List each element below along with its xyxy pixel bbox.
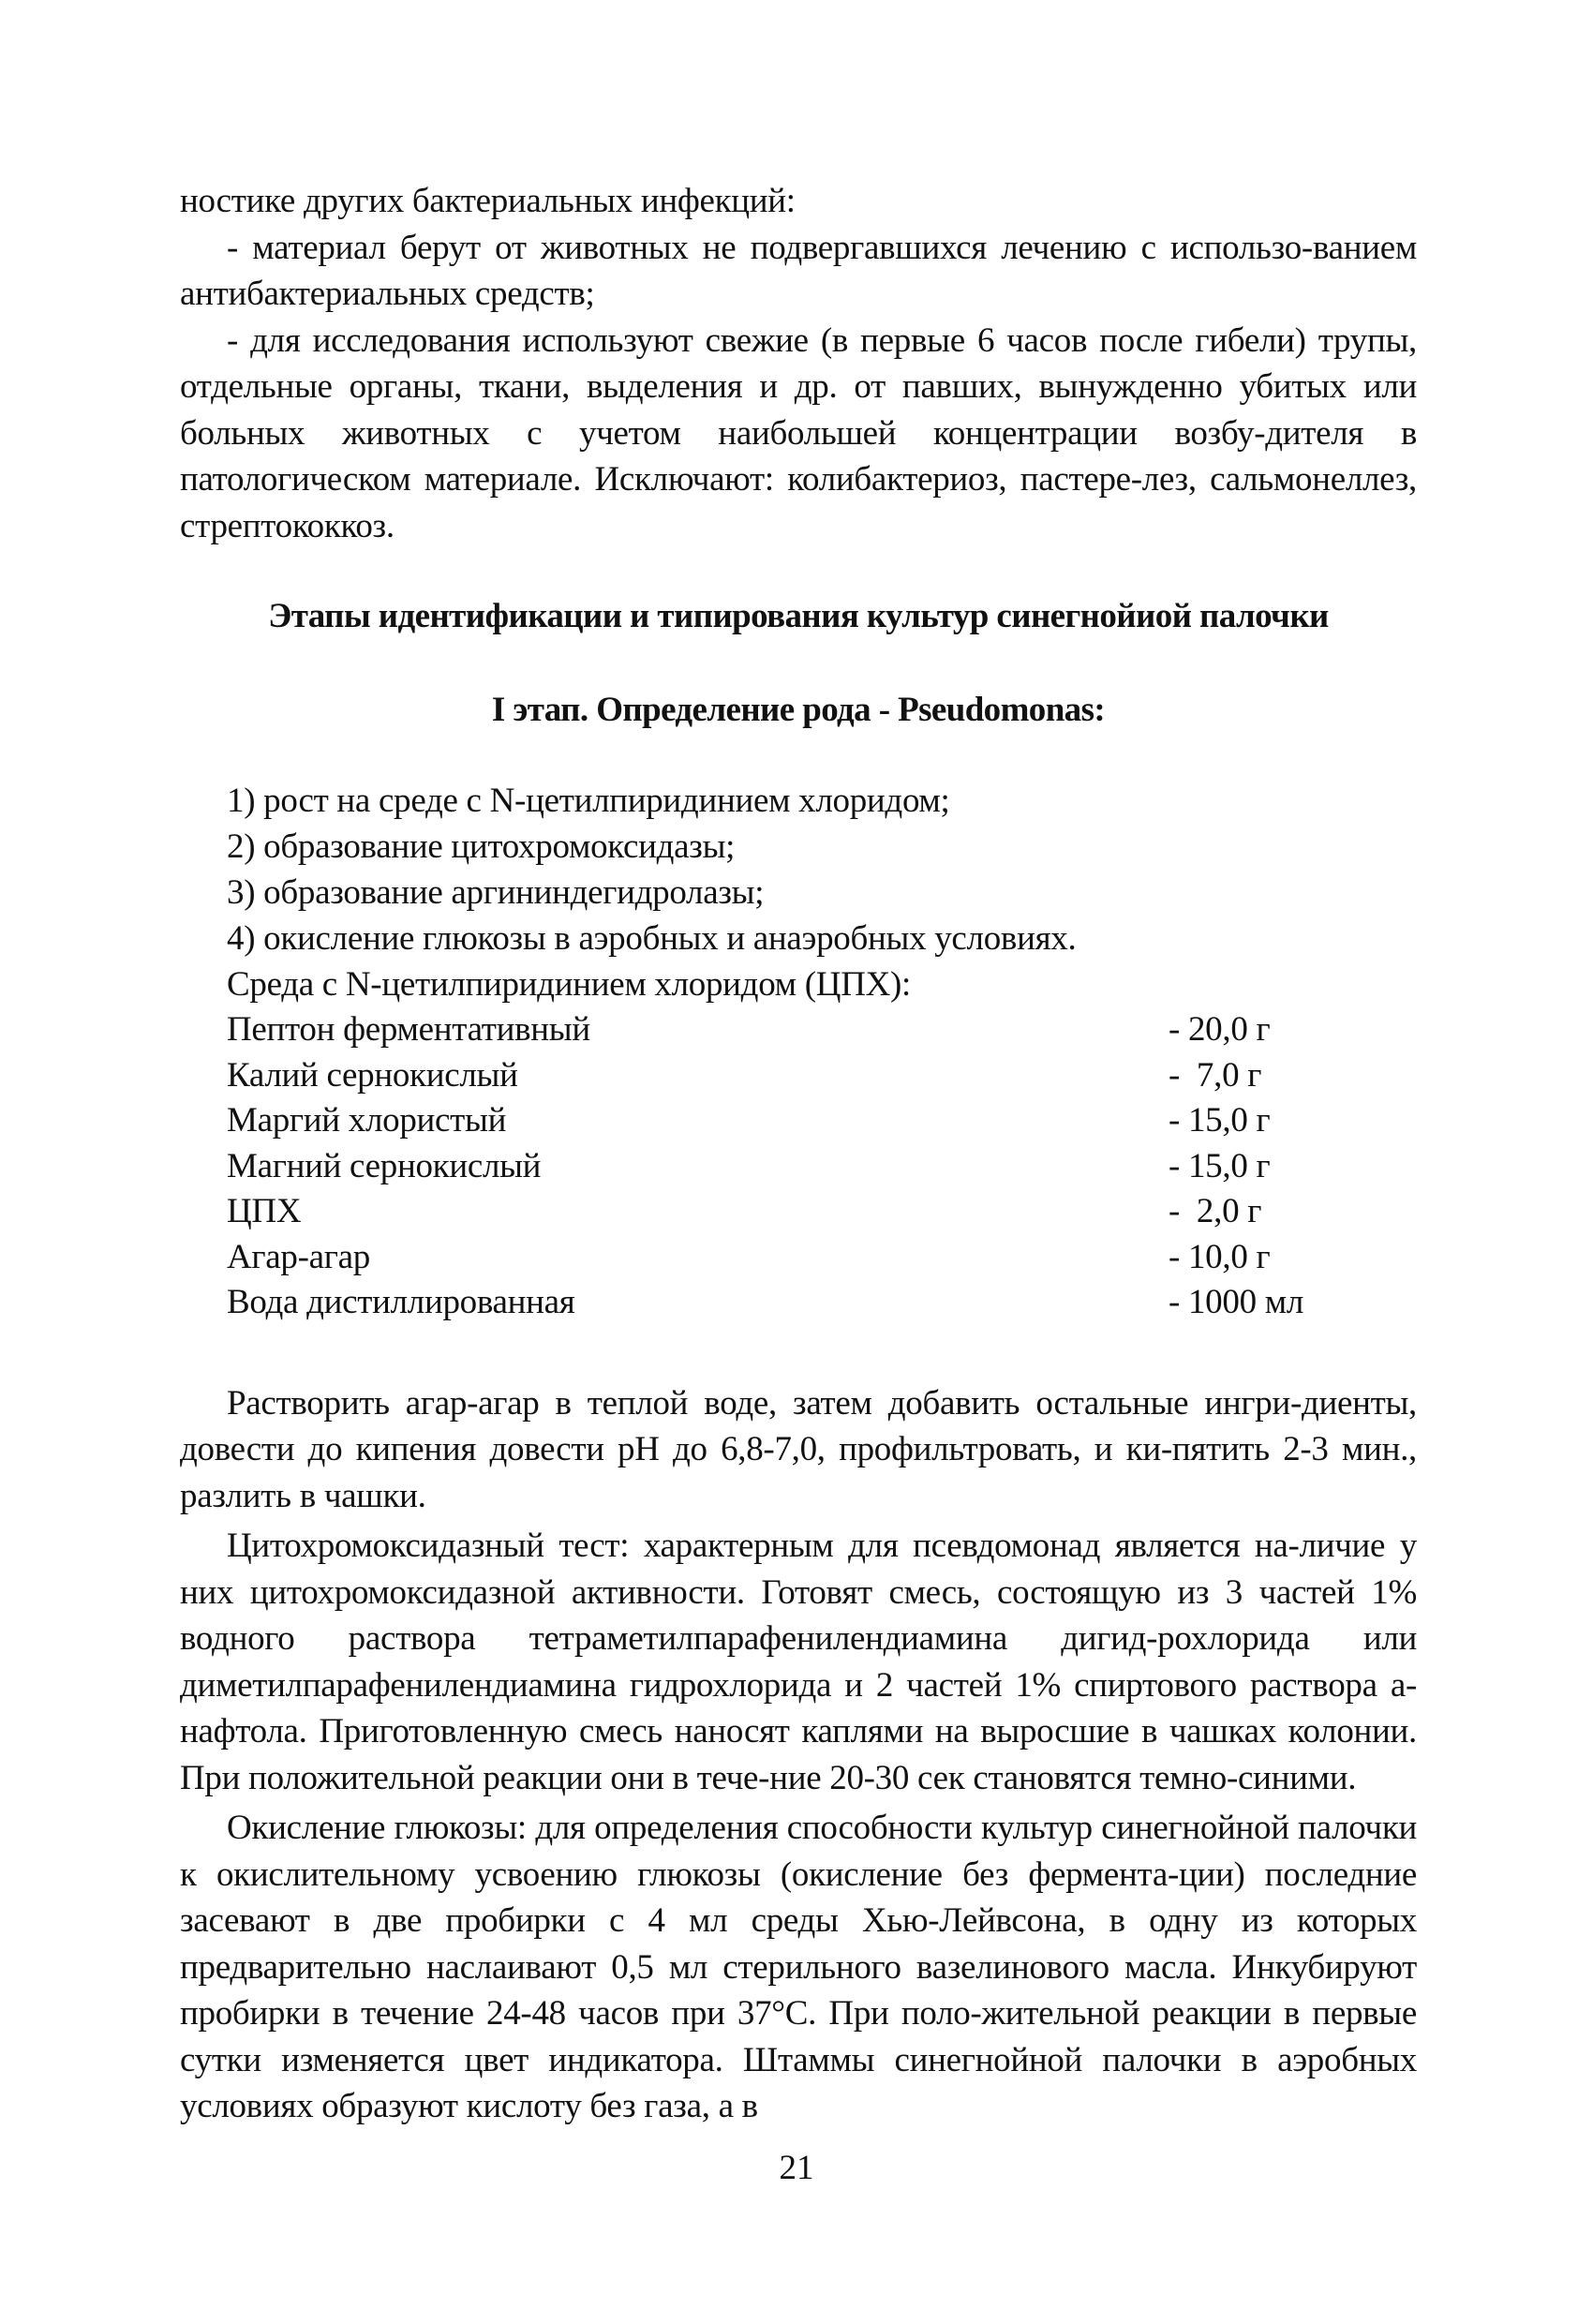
list-item: 3) образование аргининдегидролазы;	[227, 873, 765, 912]
recipe-amount: - 10,0 г	[1169, 1237, 1271, 1276]
preparation-paragraph: Растворить агар-агар в теплой воде, затем добавить остальные ингри-диенты, довести до кипения довести рН до 6,8-7,0, профильтровать, и ки-пятить 2-3 мин., разлить в чашки.	[180, 1383, 1417, 1515]
glucose-oxidation-paragraph: Окисление глюкозы: для определения способности культур синегнойной палочки к окислительному усвоению глюкозы (окисление без фермента-ции) последние засевают в две пробирки с 4 мл среды Хью-Лейвсона, в одну из которых предварительно наслаивают 0,5 мл стерильного вазелинового масла. Инкубируют пробирки в течение 24-48 часов при 37°С. При поло-жительной реакции в первые сутки изменяется цвет индикатора. Штаммы синегнойной палочки в аэробных условиях образуют кислоту без газа, а в	[180, 1809, 1417, 2125]
recipe-row	[227, 1007, 1318, 1053]
intro-line-1: ностике других бактериальных инфекций:	[180, 182, 796, 220]
section-heading: Этапы идентификации и типирования культур синегнойиой палочки	[268, 597, 1329, 635]
list-item: 4) окисление глюкозы в аэробных и анаэробных условиях.	[227, 919, 1077, 958]
recipe-row	[227, 1098, 1318, 1144]
text-column	[180, 178, 1417, 2130]
recipe-amount: - 1000 мл	[1169, 1283, 1303, 1321]
stage-heading: I этап. Определение рода - Pseudomonas:	[491, 690, 1106, 729]
stage-criteria-list	[180, 778, 1417, 961]
recipe-ingredient: Калий сернокислый	[227, 1055, 518, 1095]
recipe-amount: - 20,0 г	[1169, 1010, 1271, 1049]
medium-title: Среда с N-цетилпиридинием хлоридом (ЦПХ):	[227, 965, 912, 1004]
recipe-ingredient: Вода дистиллированная	[227, 1283, 575, 1321]
recipe-amount: - 7,0 г	[1169, 1055, 1262, 1095]
recipe-table	[227, 1007, 1318, 1326]
intro-line-3: - для исследования используют свежие (в первые 6 часов после гибели) трупы, отдельные органы, ткани, выделения и др. от павших, вынужденно убитых или больных животных с учетом наибольшей концентрации возбу-дителя в патологическом материале. Исключают: колибактериоз, пастере-лез, сальмонеллез, стрептококкоз.	[180, 320, 1417, 545]
recipe-row	[227, 1189, 1318, 1235]
recipe-amount: - 15,0 г	[1169, 1146, 1271, 1185]
oxidase-test-paragraph: Цитохромоксидазный тест: характерным для псевдомонад является на-личие у них цитохромоксидазной активности. Готовят смесь, состоящую из 3 частей 1% водного раствора тетраметилпарафенилендиамина дигид-рохлорида или диметилпарафенилендиамина гидрохлорида и 2 частей 1% спиртового раствора а-нафтола. Приготовленную смесь наносят каплями на выросшие в чашках колонии. При положительной реакции они в тече-ние 20-30 сек становятся темно-синими.	[180, 1527, 1417, 1797]
recipe-row	[227, 1280, 1318, 1326]
recipe-amount: - 2,0 г	[1169, 1192, 1262, 1230]
page-number: 21	[779, 2149, 814, 2187]
recipe-row	[227, 1053, 1318, 1099]
recipe-ingredient: Магний сернокислый	[227, 1146, 542, 1185]
list-item: 2) образование цитохромоксидазы;	[227, 827, 736, 866]
recipe-amount: - 15,0 г	[1169, 1101, 1271, 1140]
recipe-ingredient: Маргий хлористый	[227, 1101, 507, 1140]
recipe-ingredient: ЦПХ	[227, 1192, 302, 1230]
intro-line-2: - материал берут от животных не подвергавшихся лечению с использо-ванием антибактериальных средств;	[180, 228, 1417, 313]
recipe-ingredient: Агар-агар	[227, 1237, 370, 1276]
recipe-row	[227, 1144, 1318, 1190]
list-item: 1) рост на среде с N-цетилпиридинием хлоридом;	[227, 782, 950, 820]
recipe-row	[227, 1235, 1318, 1281]
recipe-ingredient: Пептон ферментативный	[227, 1010, 590, 1049]
